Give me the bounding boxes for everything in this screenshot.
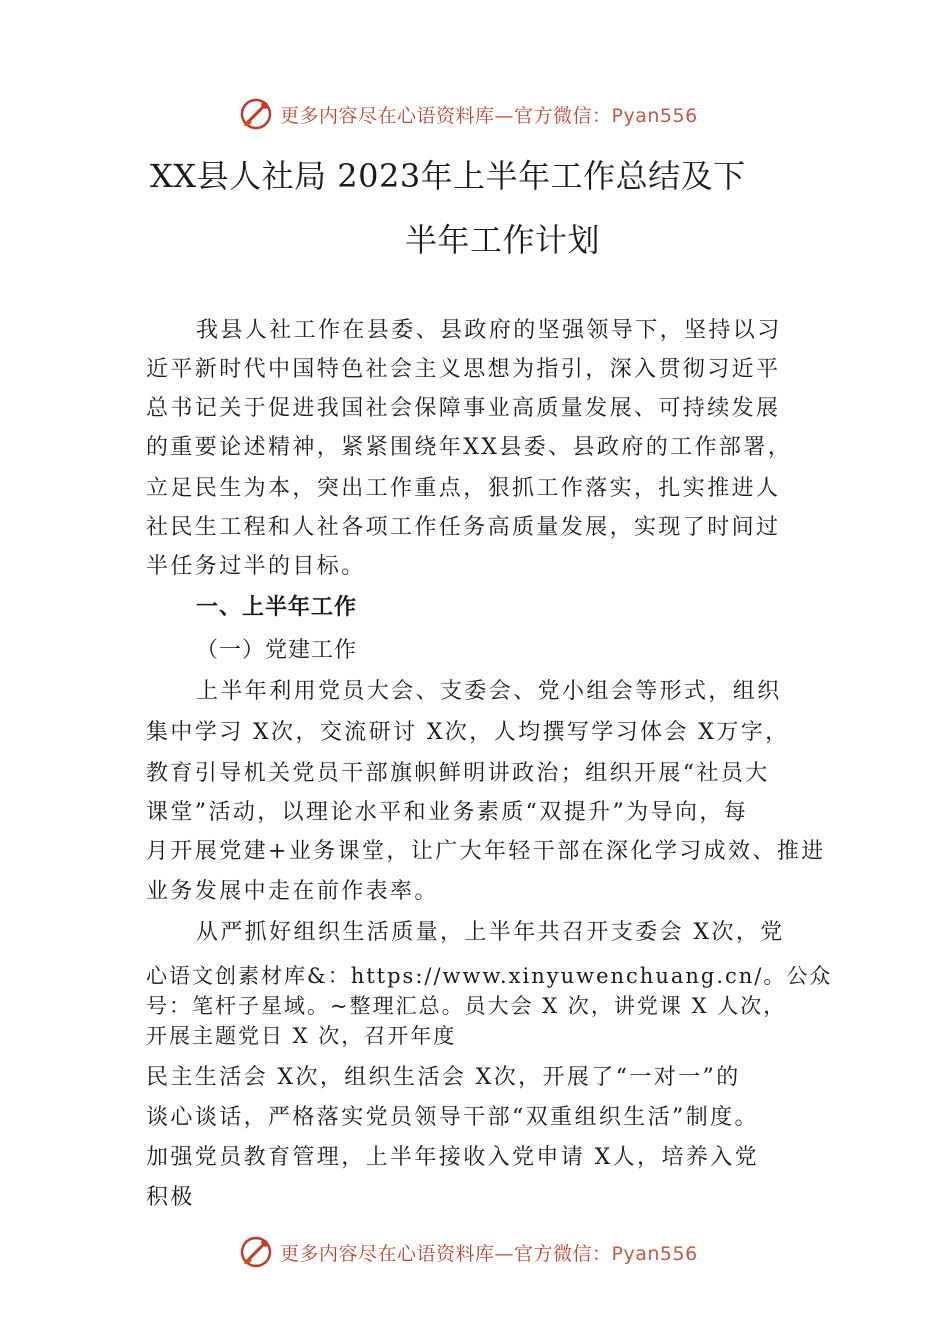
- inserted-text-line: 号：笔杆子星域。~整理汇总。员大会 X 次，讲党课 X 人次，: [146, 994, 787, 1018]
- intro-line: 半任务过半的目标。: [146, 554, 366, 579]
- logo-icon: [238, 1234, 274, 1270]
- para1-line: 教育引导机关党员干部旗帜鲜明讲政治；组织开展“社员大: [146, 761, 770, 786]
- intro-line: 我县人社工作在县委、县政府的坚强领导下，坚持以习: [196, 318, 782, 343]
- para1-line: 课堂”活动，以理论水平和业务素质“双提升”为导向，每: [146, 800, 749, 825]
- para1-line: 上半年利用党员大会、支委会、党小组会等形式，组织: [196, 679, 782, 704]
- intro-line: 立足民生为本，突出工作重点，狠抓工作落实，扎实推进人: [146, 476, 781, 501]
- para1-line: 集中学习 X次，交流研讨 X次，人均撰写学习体会 X万字，: [146, 720, 790, 745]
- inserted-text-line: 心语文创素材库&：https://www.xinyuwenchuang.cn/。公众: [146, 964, 833, 988]
- para2-line: 从严抓好组织生活质量，上半年共召开支委会 X次，党: [196, 920, 785, 945]
- logo-icon: [238, 96, 274, 132]
- footer-watermark: [238, 1232, 758, 1272]
- document-title-line-2: 半年工作计划: [405, 221, 601, 259]
- para2-line: 加强党员教育管理，上半年接收入党申请 X人，培养入党: [146, 1145, 760, 1170]
- intro-line: 近平新时代中国特色社会主义思想为指引，深入贯彻习近平: [146, 357, 781, 382]
- subsection-heading: （一）党建工作: [196, 638, 358, 663]
- para1-line: 业务发展中走在前作表率。: [146, 879, 439, 904]
- watermark-text: 更多内容尽在心语资料库—官方微信：Pyan556: [280, 1242, 698, 1265]
- intro-line: 社民生工程和人社各项工作任务高质量发展，实现了时间过: [146, 515, 781, 540]
- intro-line: 的重要论述精神，紧紧围绕年XX县委、县政府的工作部署，: [146, 435, 793, 460]
- intro-line: 总书记关于促进我国社会保障事业高质量发展、可持续发展: [146, 396, 781, 421]
- para2-line: 谈心谈话，严格落实党员领导干部“双重组织生活”制度。: [146, 1105, 759, 1130]
- section-heading: 一、上半年工作: [196, 595, 358, 620]
- para2-line: 积极: [146, 1185, 195, 1210]
- inserted-text-line: 开展主题党日 X 次，召开年度: [146, 1024, 457, 1048]
- para2-line: 民主生活会 X次，组织生活会 X次，开展了“一对一”的: [146, 1065, 741, 1090]
- document-title-line-1: XX县人社局 2023年上半年工作总结及下: [150, 157, 746, 195]
- header-watermark: [238, 94, 758, 134]
- watermark-text: 更多内容尽在心语资料库—官方微信：Pyan556: [280, 104, 698, 127]
- para1-line: 月开展党建+业务课堂，让广大年轻干部在深化学习成效、推进: [146, 839, 826, 864]
